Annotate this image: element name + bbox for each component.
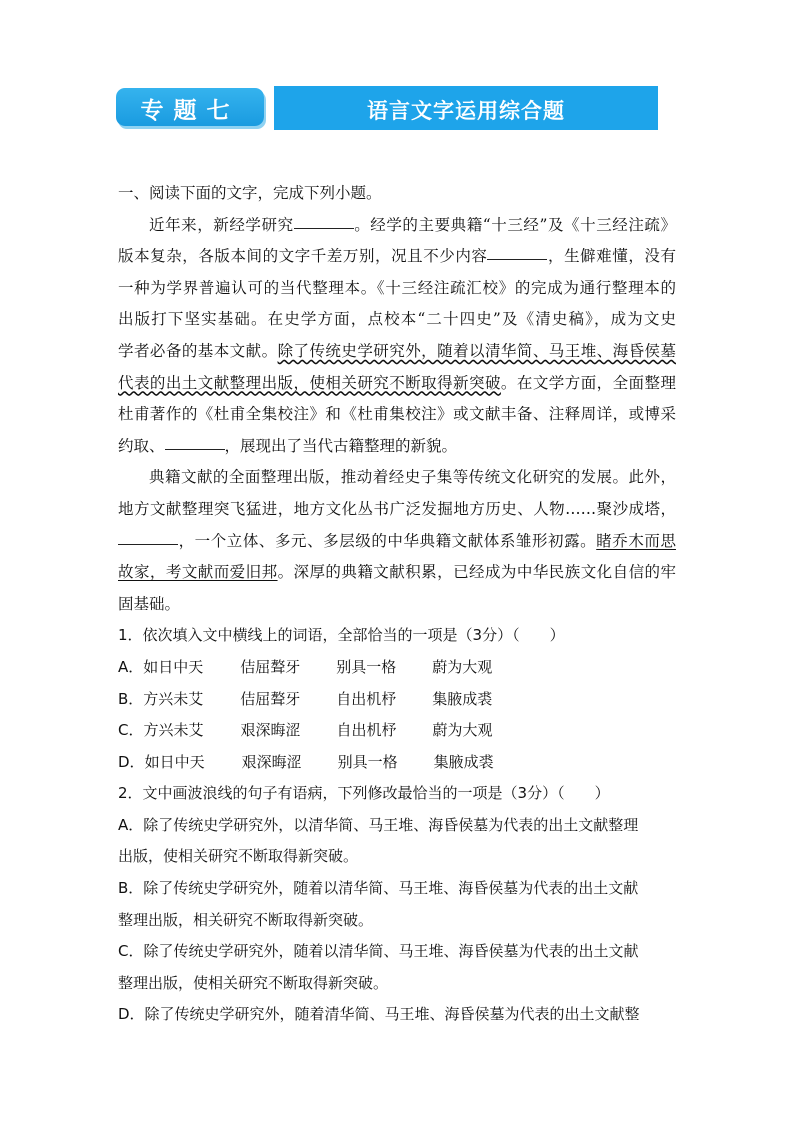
answer-blank — [294, 216, 354, 229]
passage-line: 典籍文献的全面整理出版，推动着经史子集等传统文化研究的发展。此外， — [149, 468, 676, 487]
topic-title: 语言文字运用综合题 — [367, 99, 565, 123]
underlined-quote: 睹乔木而思 — [596, 531, 676, 550]
question-2-option-line: C．除了传统史学研究外，随着以清华简、马王堆、海昏侯墓为代表的出土文献 — [118, 942, 639, 961]
passage — [118, 210, 676, 621]
question-1-option: B． 方兴未艾 佶屈聱牙 自出机杼 集腋成裘 — [118, 689, 493, 708]
wavy-underlined-sentence: 代表的出土文献整理出版，使相关研究不断取得新突破 — [118, 373, 501, 392]
question-1-option: D． 如日中天 艰深晦涩 别具一格 集腋成裘 — [118, 752, 494, 771]
question-1-option: A． 如日中天 佶屈聱牙 别具一格 蔚为大观 — [118, 657, 493, 676]
question-1-stem: 1．依次填入文中横线上的词语，全部恰当的一项是（3分）（ ） — [118, 626, 565, 645]
question-2-option-line: 出版，使相关研究不断取得新突破。 — [118, 847, 359, 866]
question-1-option: C． 方兴未艾 艰深晦涩 自出机杼 蔚为大观 — [118, 721, 493, 740]
passage-line: 学者必备的基本文献。除了传统史学研究外，随着以清华简、马王堆、海昏侯墓 — [118, 341, 676, 360]
answer-blank — [118, 532, 178, 545]
answer-blank — [487, 247, 547, 260]
question-2-option-line: 整理出版，使相关研究不断取得新突破。 — [118, 973, 389, 992]
question-2-option-line: A．除了传统史学研究外，以清华简、马王堆、海昏侯墓为代表的出土文献整理 — [118, 815, 639, 834]
passage-line: 出版打下坚实基础。在史学方面，点校本“二十四史”及《清史稿》，成为文史 — [118, 310, 676, 329]
passage-line: 代表的出土文献整理出版，使相关研究不断取得新突破。在文学方面，全面整理 — [118, 373, 676, 392]
passage-line: 杜甫著作的《杜甫全集校注》和《杜甫集校注》或文献丰备、注释周详，或博采 — [118, 405, 676, 424]
wavy-underlined-sentence: 除了传统史学研究外，随着以清华简、马王堆、海昏侯墓 — [277, 341, 676, 360]
passage-line: 固基础。 — [118, 594, 181, 613]
document-body — [118, 178, 676, 1031]
section-heading: 一、阅读下面的文字，完成下列小题。 — [118, 184, 382, 202]
passage-line: 约取、 ，展现出了当代古籍整理的新貌。 — [118, 436, 458, 455]
passage-line: ，一个立体、多元、多层级的中华典籍文献体系雏形初露。睹乔木而思 — [118, 526, 676, 558]
answer-blank — [165, 437, 225, 450]
topic-title-bar — [274, 86, 658, 130]
question-2-option-line: 整理出版，相关研究不断取得新突破。 — [118, 910, 374, 929]
passage-line: 一种为学界普遍认可的当代整理本。《十三经注疏汇校》的完成为通行整理本的 — [118, 278, 676, 297]
passage-line: 版本复杂，各版本间的文字千差万别，况且不少内容 ，生僻难懂，没有 — [118, 247, 676, 266]
passage-line: 地方文献整理突飞猛进，地方文化丛书广泛发掘地方历史、人物……聚沙成塔， — [118, 499, 676, 518]
question-2-option-line: B．除了传统史学研究外，随着以清华简、马王堆、海昏侯墓为代表的出土文献 — [118, 879, 639, 898]
topic-label: 专题七 — [140, 97, 240, 124]
underlined-quote: 故家，考文献而爱旧邦 — [118, 563, 278, 582]
passage-line: 故家，考文献而爱旧邦。深厚的典籍文献积累，已经成为中华民族文化自信的牢 — [118, 563, 676, 582]
topic-badge — [116, 88, 264, 126]
question-2-stem: 2．文中画波浪线的句子有语病，下列修改最恰当的一项是（3分）（ ） — [118, 784, 610, 803]
passage-line: 近年来，新经学研究 。经学的主要典籍“十三经”及《十三经注疏》 — [149, 215, 676, 234]
question-2-option-line: D．除了传统史学研究外，随着清华简、马王堆、海昏侯墓为代表的出土文献整 — [118, 1005, 640, 1024]
